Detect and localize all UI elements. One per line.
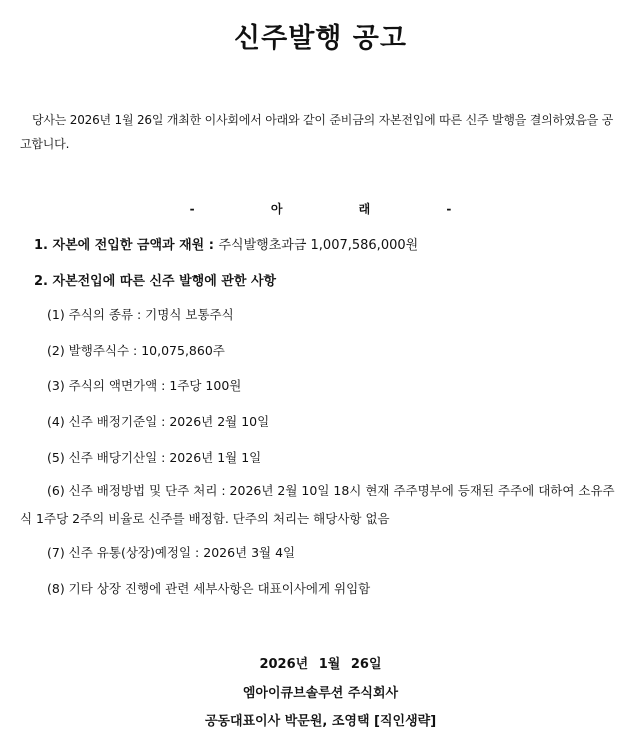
section-1 bbox=[34, 234, 418, 253]
representative-signature: 공동대표이사 박문원, 조영택 [직인생략] bbox=[204, 714, 437, 729]
section-2-heading: 2. 자본전입에 따른 신주 발행에 관한 사항 bbox=[34, 274, 277, 289]
item-1: (1) 주식의 종류 : 기명식 보통주식 bbox=[47, 307, 234, 322]
intro-paragraph: 당사는 2026년 1월 26일 개최한 이사회에서 아래와 같이 준비금의 자본전입에 따른 신주 발행을 결의하였음을 공고합니다. bbox=[20, 113, 614, 151]
notice-date: 2026년 1월 26일 bbox=[259, 657, 382, 672]
item-7: (7) 신주 유통(상장)예정일 : 2026년 3월 4일 bbox=[47, 545, 296, 560]
section-1-value: 주식발행초과금 1,007,586,000원 bbox=[218, 238, 419, 253]
section-divider-label: - 아 래 - bbox=[189, 202, 452, 216]
item-4: (4) 신주 배정기준일 : 2026년 2월 10일 bbox=[47, 414, 270, 429]
section-1-label: 1. 자본에 전입한 금액과 재원 : bbox=[34, 238, 214, 253]
document-title: 신주발행 공고 bbox=[234, 23, 407, 54]
item-2: (2) 발행주식수 : 10,075,860주 bbox=[47, 343, 225, 358]
item-3: (3) 주식의 액면가액 : 1주당 100원 bbox=[47, 378, 242, 393]
company-name: 엠아이큐브솔루션 주식회사 bbox=[242, 686, 399, 701]
item-5: (5) 신주 배당기산일 : 2026년 1월 1일 bbox=[47, 450, 262, 465]
item-8: (8) 기타 상장 진행에 관련 세부사항은 대표이사에게 위임함 bbox=[47, 581, 371, 596]
item-6: (6) 신주 배정방법 및 단주 처리 : 2026년 2월 10일 18시 현재 주주명부에 등재된 주주에 대하여 소유주식 1주당 2주의 비율로 신주를 배정함. 단주의 처리는 해당사항 없음 bbox=[20, 483, 615, 526]
